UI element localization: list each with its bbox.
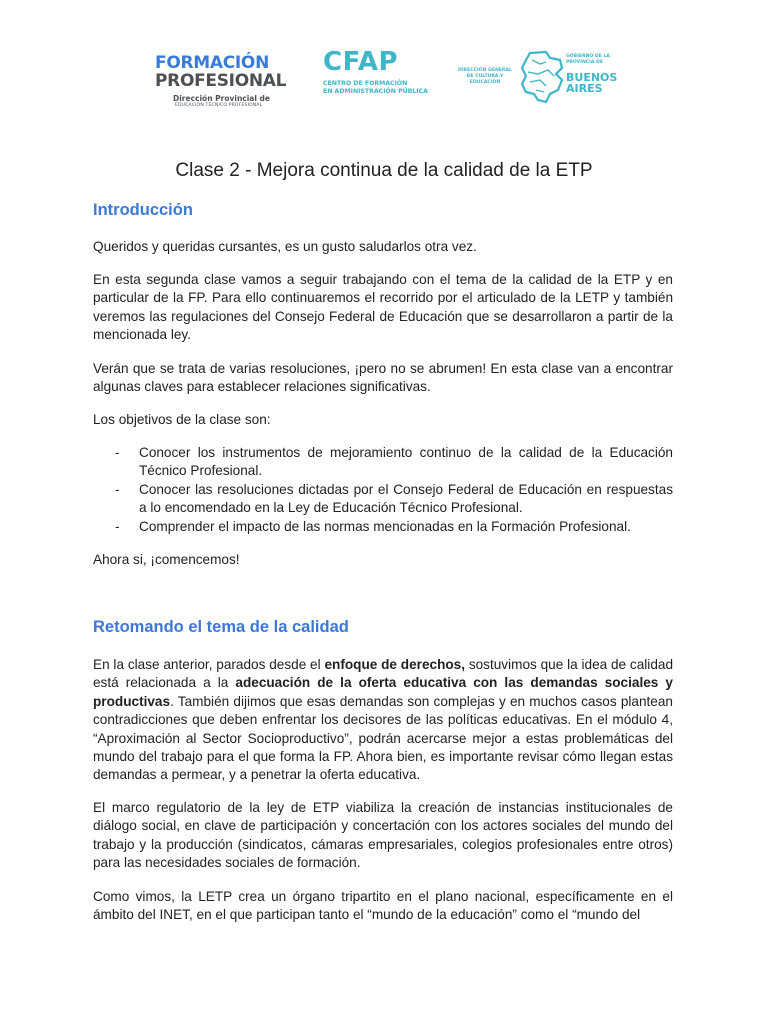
objectives-list — [93, 444, 673, 536]
p1-bold-adecuacion: adecuación de la oferta educativa con las demandas sociales y productivas — [93, 675, 673, 709]
cfap-logo-subtitle-1: CENTRO DE FORMACIÓN — [323, 80, 408, 87]
fp-logo-line1: FORMACIÓN — [155, 53, 270, 73]
ba-gov-line2: PROVINCIA DE — [566, 59, 603, 65]
list-dash: - — [115, 445, 120, 460]
p1-bold-enfoque: enfoque de derechos, — [324, 657, 466, 672]
ba-gov-line1: GOBIERNO DE LA — [566, 54, 610, 59]
ba-direccion-text — [456, 68, 514, 86]
list-item — [93, 444, 673, 481]
ba-dir-line2: DE CULTURA Y — [466, 74, 504, 79]
intro-paragraph-3: Verán que se trata de varias resoluciones, ¡pero no se abrumen! En esta clase van a encontrar algunas claves para establecer relaciones significativas. — [93, 361, 673, 395]
objective-text-3: Comprender el impacto de las normas mencionadas en la Formación Profesional. — [139, 518, 631, 534]
objective-text-1: Conocer los instrumentos de mejoramiento continuo de la calidad de la Educación Técnico Profesional. — [139, 445, 673, 479]
ba-dir-line3: EDUCACIÓN — [469, 80, 501, 85]
p1-text-c: sostuvimos que la idea de calidad está relacionada a la — [93, 657, 673, 691]
ba-dir-line1: DIRECCIÓN GENERAL — [458, 68, 512, 73]
formacion-profesional-logo — [155, 54, 290, 108]
cfap-logo — [323, 48, 448, 96]
calidad-paragraph-1 — [93, 656, 673, 785]
section-heading-retomando: Retomando el tema de la calidad — [93, 618, 349, 636]
fp-logo-line4: EDUCACIÓN TÉCNICO PROFESIONAL — [175, 103, 263, 108]
p1-text-e: . También dijimos que esas demandas son complejas y en muchos casos plantean contradicciones que deben enfrentar los decisores de las políticas educativas. En el módulo 4, “Aproximación al Sector Socioproductivo”, podrán acercarse mejor a estas problemáticas del mundo del trabajo para el que forma la FP. Ahora bien, es importante revisar cómo llegan estas demandas a permear, y a penetrar la oferta educativa. — [93, 693, 673, 783]
calidad-paragraph-2: El marco regulatorio de la ley de ETP viabiliza la creación de instancias institucionales de diálogo social, en clave de participación y concertación con los actores sociales del mundo del trabajo y la producción (sindicatos, cámaras empresariales, colegios profesionales entre otros) para las necesidades sociales de formación. — [93, 800, 673, 871]
list-item — [93, 481, 673, 518]
ba-province-name — [566, 72, 626, 94]
p1-text-a: En la clase anterior, parados desde el — [93, 657, 325, 672]
calidad-paragraph-3: Como vimos, la LETP crea un órgano tripartito en el plano nacional, específicamente en el ámbito del INET, en el que participan tanto el “mundo de la educación” como el “mundo del — [93, 889, 673, 923]
province-map-icon — [516, 50, 566, 105]
list-dash: - — [115, 518, 120, 534]
intro-paragraph-2: En esta segunda clase vamos a seguir trabajando con el tema de la calidad de la ETP y en particular de la FP. Para ello continuaremos el recorrido por el articulado de la LETP y también veremos las regulaciones del Consejo Federal de Educación que se desarrollaron a partir de la mencionada ley. — [93, 272, 673, 343]
list-dash: - — [115, 481, 120, 497]
cfap-logo-title: CFAP — [323, 47, 399, 77]
intro-paragraph-4: Los objetivos de la clase son: — [93, 412, 271, 427]
ba-name-line2: AIRES — [566, 82, 603, 95]
intro-paragraph-1: Queridos y queridas cursantes, es un gusto saludarlos otra vez. — [93, 239, 477, 254]
ba-name-line1: BUENOS — [566, 71, 618, 84]
objective-text-2: Conocer las resoluciones dictadas por el Consejo Federal de Educación en respuestas a lo encomendado en la Ley de Educación Técnico Profesional. — [139, 481, 673, 516]
buenos-aires-logo — [456, 50, 616, 110]
fp-logo-line2: PROFESIONAL — [155, 71, 287, 91]
ba-gobierno-text — [566, 54, 616, 65]
section-heading-introduccion: Introducción — [93, 201, 193, 219]
list-item — [93, 518, 673, 536]
fp-logo-line3: Dirección Provincial de — [173, 94, 271, 103]
cfap-logo-subtitle-2: EN ADMINISTRACIÓN PÚBLICA — [323, 88, 428, 95]
logo-header — [0, 48, 768, 118]
intro-paragraph-5: Ahora si, ¡comencemos! — [93, 552, 240, 567]
document-title: Clase 2 - Mejora continua de la calidad de la ETP — [175, 160, 593, 181]
